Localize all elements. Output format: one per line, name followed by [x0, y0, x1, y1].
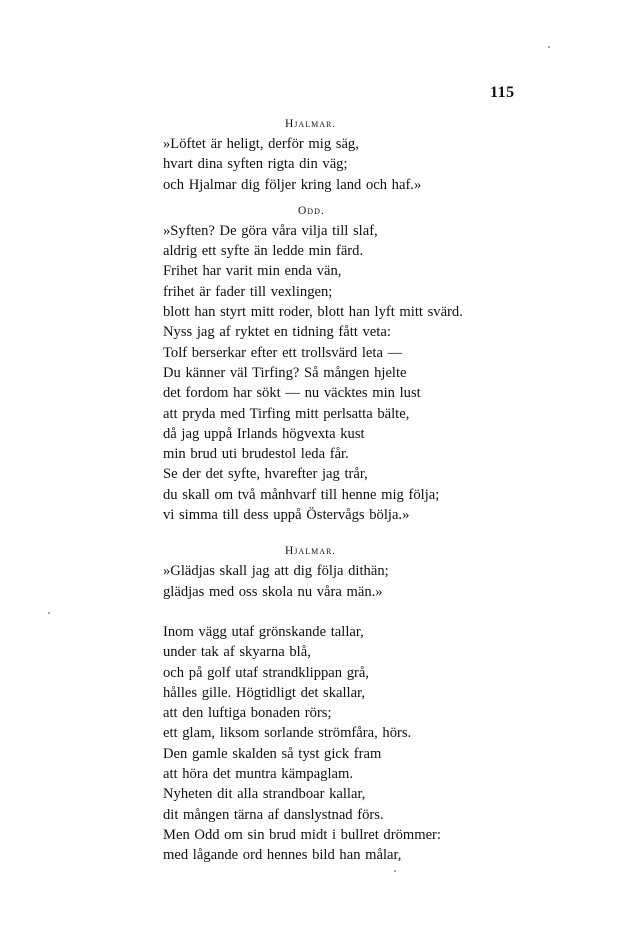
verse-line: blott han styrt mitt roder, blott han lyft mitt svärd. [163, 304, 463, 321]
verse-line: glädjas med oss skola nu våra män.» [163, 583, 383, 600]
verse-line: Frihet har varit min enda vän, [163, 263, 342, 280]
verse-line: med lågande ord hennes bild han målar, [163, 847, 402, 864]
stanza-1 [163, 134, 603, 195]
stanza-3 [163, 561, 603, 602]
stanza-2 [163, 221, 603, 525]
verse-line: Inom vägg utaf grönskande tallar, [163, 623, 364, 640]
verse-line: Du känner väl Tirfing? Så mången hjelte [163, 364, 407, 381]
verse-line: att höra det muntra kämpaglam. [163, 766, 354, 783]
page-number: 115 [490, 84, 515, 101]
verse-line: Nyheten dit alla strandboar kallar, [163, 786, 366, 803]
verse-line: då jag uppå Irlands högvexta kust [163, 425, 365, 442]
verse-line: aldrig ett syfte än ledde min färd. [163, 243, 364, 260]
verse-line: Se der det syfte, hvarefter jag trår, [163, 466, 368, 483]
verse-line: »Syften? De göra våra vilja till slaf, [163, 222, 378, 239]
verse-line: under tak af skyarna blå, [163, 644, 311, 661]
verse-line: att pryda med Tirfing mitt perlsatta bälte, [163, 405, 410, 422]
verse-line: Tolf berserkar efter ett trollsvärd leta — [163, 344, 403, 361]
verse-line: frihet är fader till vexlingen; [163, 283, 333, 300]
verse-line: Men Odd om sin brud midt i bullret drömmer: [163, 826, 441, 843]
speaker-heading-odd: Odd. [298, 204, 325, 217]
verse-line: och på golf utaf strandklippan grå, [163, 664, 370, 681]
verse-line: dit mången tärna af danslystnad förs. [163, 806, 384, 823]
verse-line: hålles gille. Högtidligt det skallar, [163, 684, 366, 701]
verse-line: »Glädjas skall jag att dig följa dithän; [163, 563, 389, 580]
paper-speck [48, 612, 50, 614]
speaker-heading-hjalmar: Hjalmar. [285, 118, 337, 130]
verse-line: »Löftet är heligt, derför mig säg, [163, 136, 359, 152]
paper-speck [548, 46, 550, 48]
verse-line: hvart dina syften rigta din väg; [163, 156, 348, 173]
poem-text [163, 114, 603, 866]
verse-line: min brud uti brudestol leda får. [163, 446, 349, 463]
paper-speck [394, 870, 396, 872]
verse-line: Nyss jag af ryktet en tidning fått veta: [163, 324, 391, 341]
stanza-4 [163, 622, 603, 866]
verse-line: vi simma till dess uppå Östervågs bölja.» [163, 507, 410, 524]
verse-line: och Hjalmar dig följer kring land och haf.» [163, 176, 422, 193]
verse-line: du skall om två månhvarf till henne mig följa; [163, 486, 440, 503]
verse-line: Den gamle skalden så tyst gick fram [163, 745, 382, 762]
verse-line: det fordom har sökt — nu väcktes min lust [163, 385, 421, 402]
speaker-heading-hjalmar: Hjalmar. [285, 545, 337, 558]
verse-line: ett glam, liksom sorlande strömfåra, hörs. [163, 725, 412, 742]
verse-line: att den luftiga bonaden rörs; [163, 705, 332, 722]
